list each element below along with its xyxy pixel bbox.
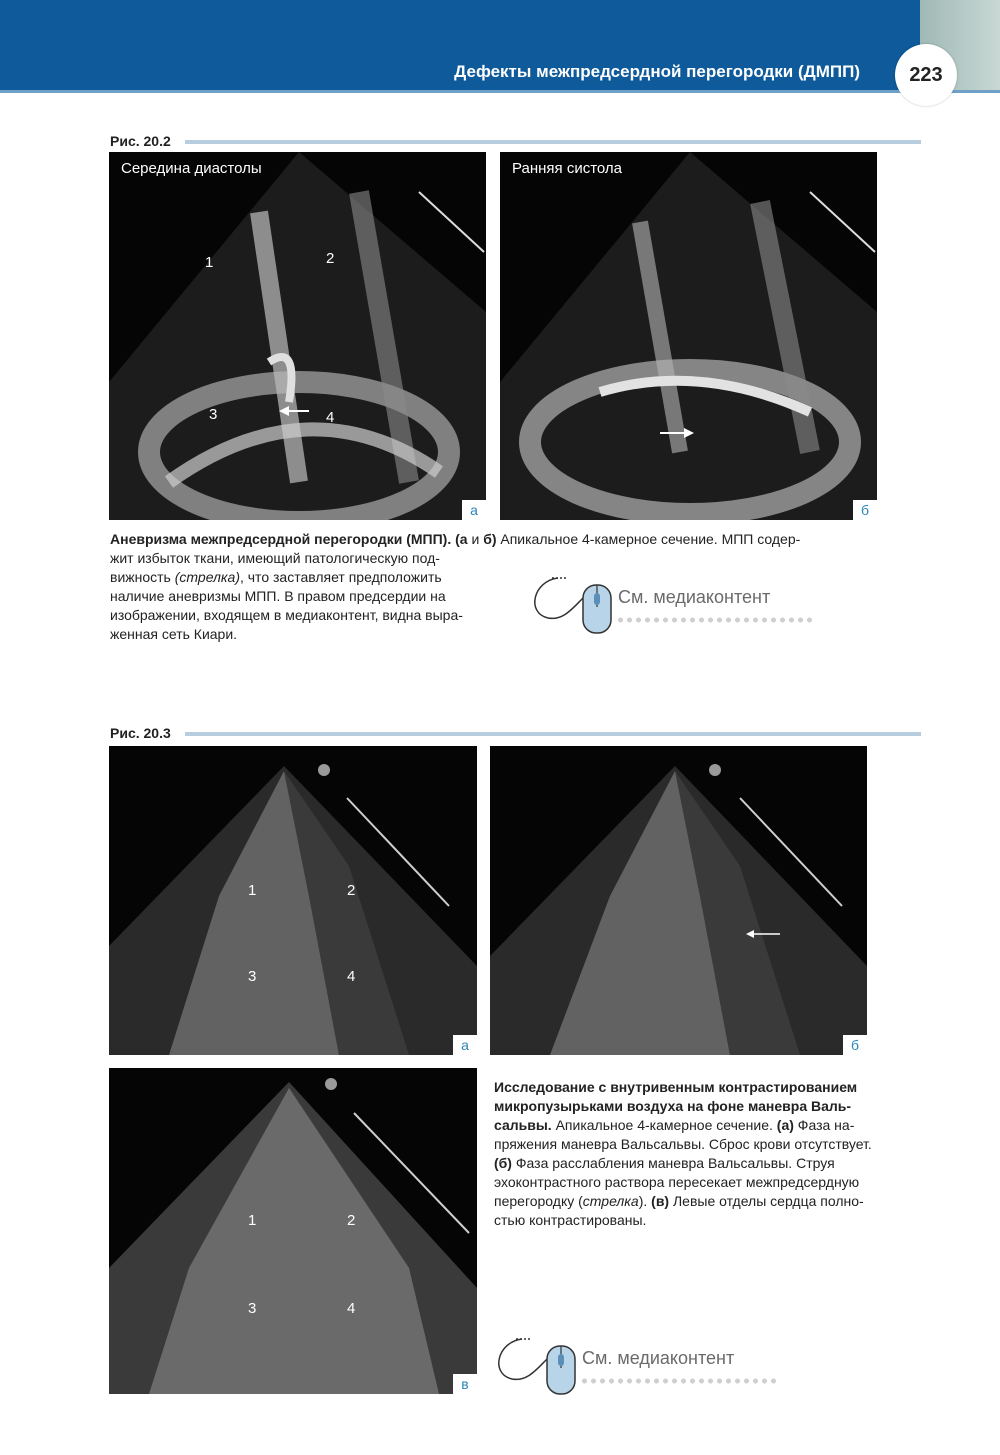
panel-title: Середина диастолы bbox=[121, 160, 262, 177]
header-line bbox=[0, 90, 1000, 93]
chamber-label-2: 2 bbox=[347, 882, 356, 899]
media-link[interactable] bbox=[492, 1334, 782, 1404]
figure-label: Рис. 20.3 bbox=[110, 725, 171, 741]
mouse-icon bbox=[528, 573, 618, 643]
panel-letter: в bbox=[453, 1374, 477, 1394]
figure-caption: Исследование с внутривенным контрастированием микропузырьками воздуха на фоне маневра Валь- сальвы. Апикальное 4-камерное сечение. (а) Фаза на- пряжения маневра Вальсальвы. Сброс крови отсутствует. (б) Фаза расслабления маневра Вальсальвы. Струя эхоконтрастного раствора пересекает межпредсердную перегородку (стрелка). (в) Левые отделы сердца полно- стью контрастированы. bbox=[494, 1079, 872, 1228]
panel-letter: б bbox=[843, 1035, 867, 1055]
contrast-image-c bbox=[109, 1068, 477, 1394]
panel-title: Ранняя систола bbox=[512, 160, 623, 177]
chamber-label-1: 1 bbox=[248, 882, 257, 899]
ultrasound-image-b bbox=[500, 152, 877, 520]
chamber-label-2: 2 bbox=[326, 250, 335, 267]
chamber-label-2: 2 bbox=[347, 1212, 356, 1229]
chamber-label-3: 3 bbox=[209, 406, 218, 423]
running-title: Дефекты межпредсердной перегородки (ДМПП) bbox=[454, 62, 860, 81]
media-dots bbox=[580, 1378, 780, 1384]
chamber-label-1: 1 bbox=[205, 254, 214, 271]
chamber-label-3: 3 bbox=[248, 1300, 257, 1317]
figure-caption: Аневризма межпредсердной перегородки (МПП). (а и б) Апикальное 4-камерное сечение. МПП содер- жит избыток ткани, имеющий патологическую под- вижность (стрелка), что заставляет предположить наличие аневризмы МПП. В правом предсердии на изображении, входящем в медиаконтент, видна выра- женная сеть Киари. bbox=[110, 531, 801, 642]
media-link-label[interactable]: См. медиаконтент bbox=[582, 1348, 735, 1368]
page-number: 223 bbox=[895, 44, 957, 106]
chamber-label-4: 4 bbox=[326, 409, 335, 426]
mouse-icon bbox=[492, 1334, 582, 1404]
media-link-label[interactable]: См. медиаконтент bbox=[618, 587, 771, 607]
media-dots bbox=[616, 617, 816, 623]
chamber-label-1: 1 bbox=[248, 1212, 257, 1229]
ultrasound-image-a bbox=[109, 152, 486, 520]
panel-letter: а bbox=[453, 1035, 477, 1055]
contrast-image-a bbox=[109, 746, 477, 1055]
panel-letter: а bbox=[462, 500, 486, 520]
contrast-image-b bbox=[490, 746, 867, 1055]
figure-rule bbox=[185, 732, 921, 736]
figure-label: Рис. 20.2 bbox=[110, 133, 171, 149]
chamber-label-4: 4 bbox=[347, 968, 356, 985]
figure-rule bbox=[185, 140, 921, 144]
chamber-label-3: 3 bbox=[248, 968, 257, 985]
chamber-label-4: 4 bbox=[347, 1300, 356, 1317]
panel-letter: б bbox=[853, 500, 877, 520]
media-link[interactable] bbox=[528, 573, 818, 643]
